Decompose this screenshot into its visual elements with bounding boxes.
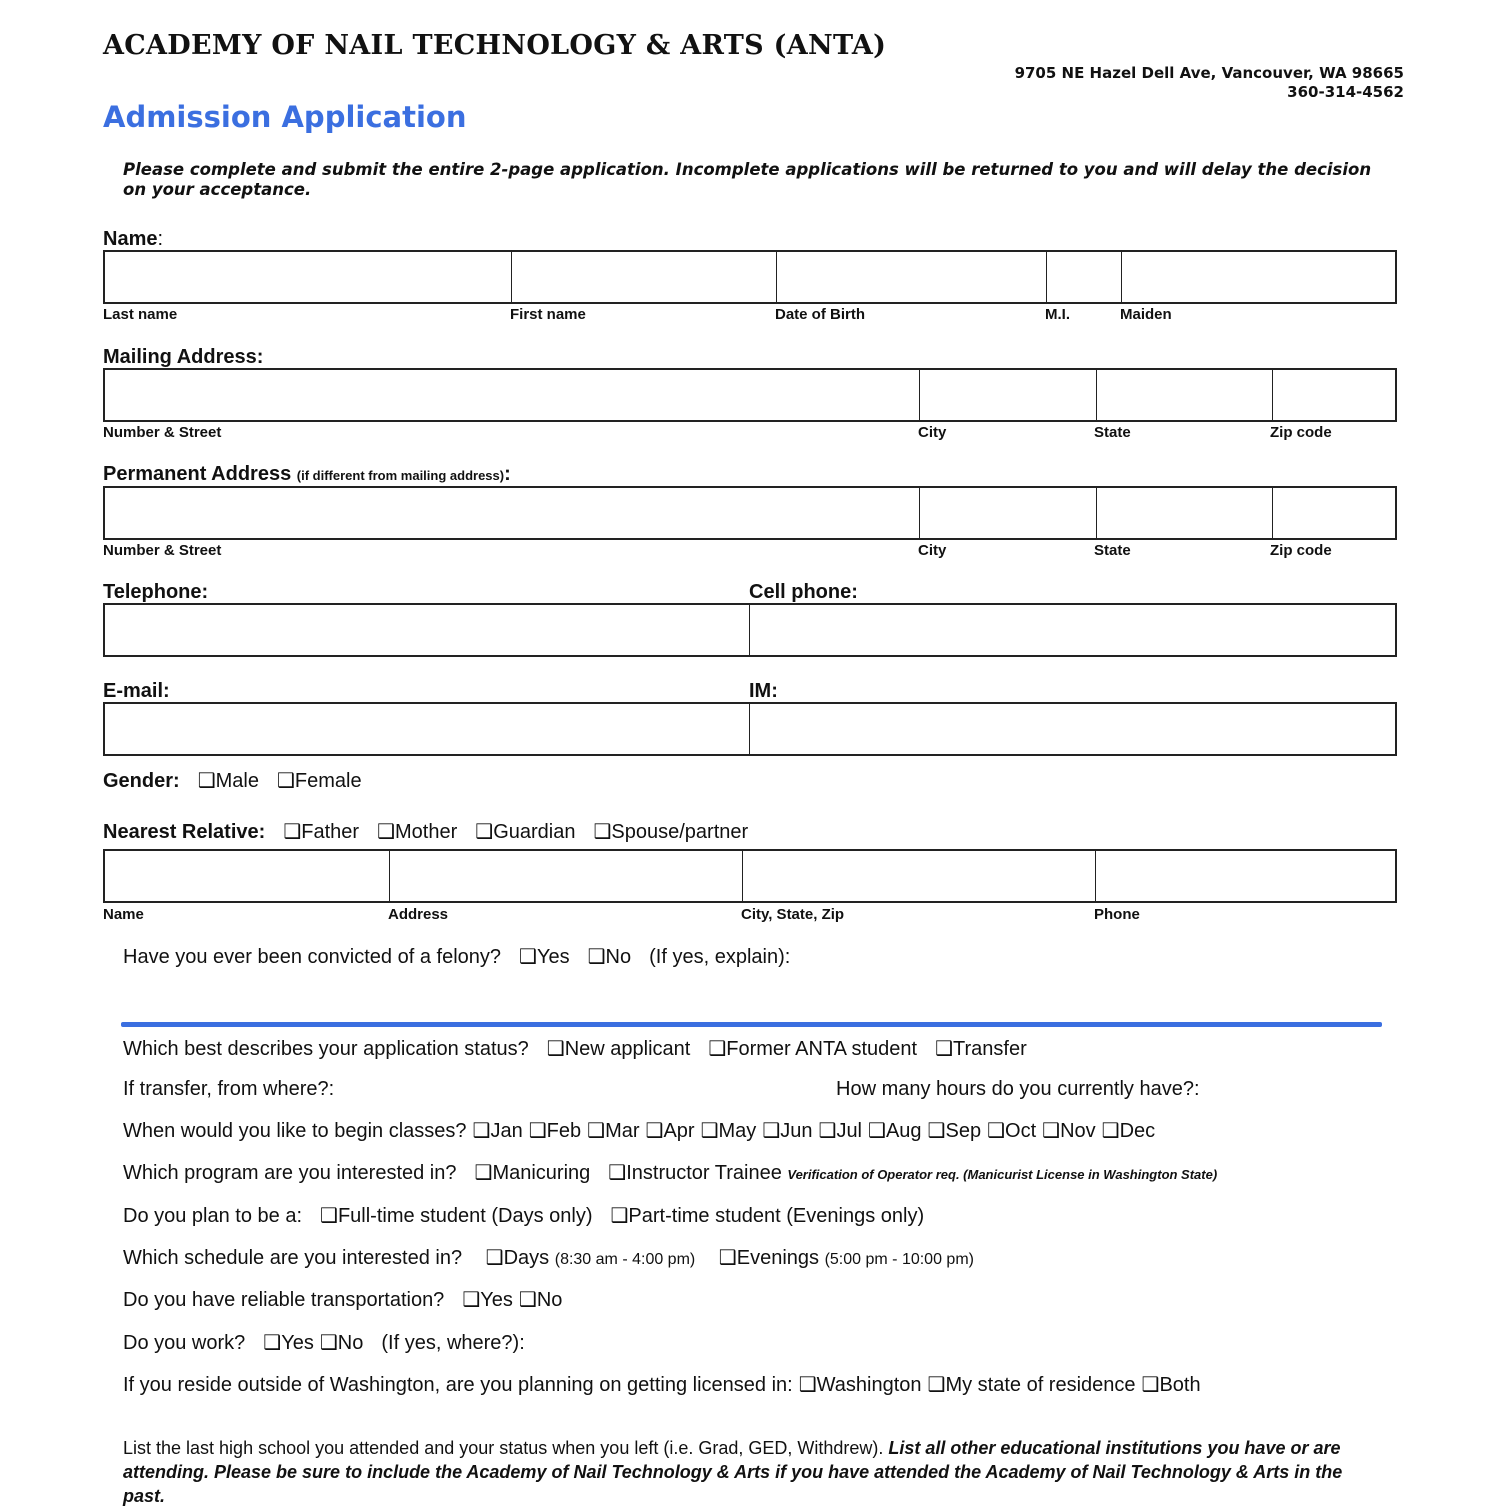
felony-question: Have you ever been convicted of a felony? xyxy=(123,946,502,968)
field-label: First name xyxy=(510,306,586,323)
month-option-nov[interactable] xyxy=(1042,1120,1096,1142)
checkbox-icon[interactable]: ❑ xyxy=(474,1162,493,1184)
option-label: Instructor Trainee xyxy=(626,1162,782,1184)
plan-row xyxy=(123,1203,924,1228)
option-label: Aug xyxy=(885,1120,922,1142)
schedule-evenings-option[interactable] xyxy=(719,1247,974,1269)
plan-option-full-time-student-days-only-[interactable] xyxy=(320,1205,592,1227)
relative-option-spouse-partner[interactable] xyxy=(593,821,748,843)
month-option-jun[interactable] xyxy=(762,1120,812,1142)
mi-field[interactable] xyxy=(1047,252,1122,302)
maiden-field[interactable] xyxy=(1122,252,1395,302)
permanent-label: Permanent Address xyxy=(103,463,292,485)
checkbox-icon[interactable]: ❑ xyxy=(708,1038,727,1060)
checkbox-icon[interactable]: ❑ xyxy=(608,1162,627,1184)
option-label: Evenings xyxy=(736,1247,820,1269)
instructions: Please complete and submit the entire 2-page application. Incomplete applications will be returned to you and will delay the decision on your acceptance. xyxy=(123,160,1372,199)
checkbox-icon[interactable]: ❑ xyxy=(610,1205,629,1227)
option-label: Jul xyxy=(836,1120,863,1142)
relative-phone-field[interactable] xyxy=(1096,851,1395,901)
month-option-sep[interactable] xyxy=(928,1120,982,1142)
checkbox-icon[interactable]: ❑ xyxy=(718,1247,737,1269)
relative-name-field[interactable] xyxy=(105,851,390,901)
relative-fields xyxy=(103,849,1397,903)
schedule-row xyxy=(123,1245,974,1270)
transport-question: Do you have reliable transportation? xyxy=(123,1289,445,1311)
relative-city-field[interactable] xyxy=(743,851,1096,901)
permanent-heading xyxy=(103,463,511,486)
option-label: May xyxy=(718,1120,757,1142)
license-question: If you reside outside of Washington, are you planning on getting licensed in: xyxy=(123,1374,793,1396)
checkbox-icon[interactable]: ❑ xyxy=(319,1332,338,1354)
option-label: No xyxy=(536,1289,563,1311)
school-address: 9705 NE Hazel Dell Ave, Vancouver, WA 98665 xyxy=(1014,64,1404,82)
gender-option-female[interactable] xyxy=(277,770,362,792)
program-note: Verification of Operator req. (Manicurist License in Washington State) xyxy=(787,1167,1218,1182)
license-option-my-state-of-residence[interactable] xyxy=(928,1374,1136,1396)
option-label: Female xyxy=(294,770,362,792)
im-field[interactable] xyxy=(750,704,1395,754)
checkbox-icon[interactable]: ❑ xyxy=(263,1332,282,1354)
school-name: ACADEMY OF NAIL TECHNOLOGY & ARTS (ANTA) xyxy=(103,30,887,61)
option-label: Washington xyxy=(816,1374,922,1396)
option-note: (5:00 pm - 10:00 pm) xyxy=(824,1251,974,1268)
option-label: Oct xyxy=(1005,1120,1037,1142)
field-label: Zip code xyxy=(1270,542,1332,559)
month-option-feb[interactable] xyxy=(529,1120,581,1142)
checkbox-icon[interactable]: ❑ xyxy=(927,1120,946,1142)
mailing-street-field[interactable] xyxy=(105,370,920,420)
option-label: Former ANTA student xyxy=(726,1038,918,1060)
field-label: State xyxy=(1094,424,1131,441)
relative-label: Nearest Relative: xyxy=(103,821,266,843)
option-label: Sep xyxy=(945,1120,982,1142)
school-contact xyxy=(1015,64,1404,102)
checkbox-icon[interactable]: ❑ xyxy=(593,821,612,843)
mailing-fields xyxy=(103,368,1397,422)
felony-explain: (If yes, explain): xyxy=(649,946,791,968)
name-heading xyxy=(103,228,163,251)
option-label: New applicant xyxy=(564,1038,691,1060)
status-option-new-applicant[interactable] xyxy=(547,1038,691,1060)
option-label: Both xyxy=(1159,1374,1201,1396)
license-option-both[interactable] xyxy=(1142,1374,1201,1396)
option-label: No xyxy=(605,946,632,968)
section-divider xyxy=(121,1022,1382,1027)
field-label: City xyxy=(918,542,947,559)
relative-row xyxy=(103,819,748,844)
permanent-colon: : xyxy=(504,463,511,485)
month-option-aug[interactable] xyxy=(868,1120,922,1142)
checkbox-icon[interactable]: ❑ xyxy=(475,821,494,843)
education-bold: List all other educational institutions you have or are attending. Please be sure to include the Academy of Nail Technology & Arts if you have attended the Academy of Nail Technology & Arts in the past. xyxy=(123,1438,1343,1506)
checkbox-icon[interactable]: ❑ xyxy=(485,1247,504,1269)
license-row xyxy=(123,1372,1201,1397)
field-label: City xyxy=(918,424,947,441)
email-label: E-mail: xyxy=(103,680,170,702)
checkbox-icon[interactable]: ❑ xyxy=(528,1120,547,1142)
dob-field[interactable] xyxy=(777,252,1047,302)
last-name-field[interactable] xyxy=(105,252,512,302)
checkbox-icon[interactable]: ❑ xyxy=(283,821,302,843)
field-label: Last name xyxy=(103,306,178,323)
transport-option-no[interactable] xyxy=(519,1289,563,1311)
school-phone: 360-314-4562 xyxy=(1287,83,1404,101)
felony-option-yes[interactable] xyxy=(519,946,570,968)
hours-question: How many hours do you currently have?: xyxy=(836,1078,1200,1100)
first-name-field[interactable] xyxy=(512,252,777,302)
gender-option-male[interactable] xyxy=(198,770,259,792)
work-question: Do you work? xyxy=(123,1332,246,1354)
relative-option-father[interactable] xyxy=(283,821,359,843)
field-label: State xyxy=(1094,542,1131,559)
option-label: My state of residence xyxy=(945,1374,1136,1396)
field-label: City, State, Zip xyxy=(741,906,845,923)
cell-field[interactable] xyxy=(750,605,1395,655)
status-row xyxy=(123,1036,1027,1061)
field-label: Maiden xyxy=(1120,306,1172,323)
checkbox-icon[interactable]: ❑ xyxy=(1141,1374,1160,1396)
option-label: Full-time student (Days only) xyxy=(337,1205,593,1227)
month-option-apr[interactable] xyxy=(646,1120,695,1142)
relative-option-guardian[interactable] xyxy=(475,821,575,843)
mailing-state-field[interactable] xyxy=(1097,370,1273,420)
field-label: Number & Street xyxy=(103,424,222,441)
option-note: (8:30 am - 4:00 pm) xyxy=(554,1251,696,1268)
gender-label: Gender: xyxy=(103,770,180,792)
option-label: Spouse/partner xyxy=(611,821,749,843)
field-label: Date of Birth xyxy=(775,306,865,323)
plan-option-part-time-student-evenings-only-[interactable] xyxy=(610,1205,924,1227)
option-label: Feb xyxy=(546,1120,582,1142)
name-fields xyxy=(103,250,1397,304)
checkbox-icon[interactable]: ❑ xyxy=(377,821,395,843)
mailing-heading: Mailing Address: xyxy=(103,346,264,368)
option-label: Yes xyxy=(480,1289,513,1311)
option-label: Mother xyxy=(395,821,458,843)
telephone-field[interactable] xyxy=(105,605,750,655)
option-label: Jun xyxy=(780,1120,813,1142)
option-label: Yes xyxy=(536,946,570,968)
plan-question: Do you plan to be a: xyxy=(123,1205,303,1227)
begin-question: When would you like to begin classes? xyxy=(123,1120,467,1142)
checkbox-icon[interactable]: ❑ xyxy=(762,1120,781,1142)
program-option-manicuring[interactable] xyxy=(475,1162,591,1184)
work-where: (If yes, where?): xyxy=(381,1332,525,1354)
work-option-no[interactable] xyxy=(320,1332,364,1354)
checkbox-icon[interactable]: ❑ xyxy=(987,1120,1006,1142)
relative-option-mother[interactable] xyxy=(377,821,457,843)
field-label: Number & Street xyxy=(103,542,222,559)
month-option-mar[interactable] xyxy=(587,1120,639,1142)
schedule-days-option[interactable] xyxy=(486,1247,696,1269)
checkbox-icon[interactable]: ❑ xyxy=(197,770,216,792)
month-option-jan[interactable] xyxy=(473,1120,523,1142)
name-label: Name xyxy=(103,228,158,250)
option-label: Transfer xyxy=(953,1038,1027,1060)
education-instructions xyxy=(123,1436,1363,1508)
option-label: No xyxy=(337,1332,364,1354)
gender-row xyxy=(103,768,362,793)
email-field[interactable] xyxy=(105,704,750,754)
telephone-label: Telephone: xyxy=(103,581,209,603)
checkbox-icon[interactable]: ❑ xyxy=(927,1374,946,1396)
field-label: Address xyxy=(388,906,449,923)
cell-label: Cell phone: xyxy=(749,581,858,603)
checkbox-icon[interactable]: ❑ xyxy=(1042,1120,1061,1142)
felony-option-no[interactable] xyxy=(588,946,632,968)
checkbox-icon[interactable]: ❑ xyxy=(518,1289,537,1311)
field-label: Zip code xyxy=(1270,424,1332,441)
option-label: Apr xyxy=(663,1120,695,1142)
program-option-instructor-trainee[interactable] xyxy=(608,1162,782,1184)
transport-row xyxy=(123,1287,562,1312)
permanent-note: (if different from mailing address) xyxy=(296,468,505,483)
checkbox-icon[interactable]: ❑ xyxy=(868,1120,886,1142)
checkbox-icon[interactable]: ❑ xyxy=(519,946,537,968)
permanent-state-field[interactable] xyxy=(1097,488,1273,538)
permanent-fields xyxy=(103,486,1397,540)
checkbox-icon[interactable]: ❑ xyxy=(700,1120,719,1142)
education-plain: List the last high school you attended and your status when you left (i.e. Grad, GED, Withdrew). xyxy=(123,1438,884,1458)
program-question: Which program are you interested in? xyxy=(123,1162,457,1184)
checkbox-icon[interactable]: ❑ xyxy=(462,1289,481,1311)
im-label: IM: xyxy=(749,680,778,702)
checkbox-icon[interactable]: ❑ xyxy=(320,1205,338,1227)
schedule-question: Which schedule are you interested in? xyxy=(123,1247,463,1269)
option-label: Nov xyxy=(1060,1120,1096,1142)
month-option-may[interactable] xyxy=(701,1120,757,1142)
checkbox-icon[interactable]: ❑ xyxy=(587,1120,606,1142)
license-option-washington[interactable] xyxy=(799,1374,922,1396)
month-option-oct[interactable] xyxy=(987,1120,1036,1142)
month-option-dec[interactable] xyxy=(1102,1120,1156,1142)
month-option-jul[interactable] xyxy=(819,1120,863,1142)
field-label: Name xyxy=(103,906,144,923)
option-label: Days xyxy=(503,1247,550,1269)
checkbox-icon[interactable]: ❑ xyxy=(935,1038,954,1060)
checkbox-icon[interactable]: ❑ xyxy=(587,946,606,968)
status-option-former-anta-student[interactable] xyxy=(708,1038,917,1060)
checkbox-icon[interactable]: ❑ xyxy=(472,1120,491,1142)
checkbox-icon[interactable]: ❑ xyxy=(276,770,295,792)
felony-row xyxy=(123,944,790,969)
option-label: Dec xyxy=(1119,1120,1156,1142)
option-label: Yes xyxy=(281,1332,314,1354)
relative-address-field[interactable] xyxy=(390,851,743,901)
status-option-transfer[interactable] xyxy=(935,1038,1027,1060)
checkbox-icon[interactable]: ❑ xyxy=(645,1120,664,1142)
program-row xyxy=(123,1160,1217,1185)
field-label: M.I. xyxy=(1045,306,1070,323)
transfer-question: If transfer, from where?: xyxy=(123,1078,335,1100)
begin-row xyxy=(123,1118,1155,1143)
checkbox-icon[interactable]: ❑ xyxy=(546,1038,565,1060)
checkbox-icon[interactable]: ❑ xyxy=(818,1120,837,1142)
option-label: Guardian xyxy=(493,821,576,843)
option-label: Male xyxy=(215,770,259,792)
checkbox-icon[interactable]: ❑ xyxy=(798,1374,817,1396)
status-question: Which best describes your application status? xyxy=(123,1038,529,1060)
page-title: Admission Application xyxy=(103,100,467,134)
mailing-city-field[interactable] xyxy=(920,370,1097,420)
permanent-city-field[interactable] xyxy=(920,488,1097,538)
mailing-zip-field[interactable] xyxy=(1273,370,1395,420)
option-label: Part-time student (Evenings only) xyxy=(628,1205,925,1227)
permanent-street-field[interactable] xyxy=(105,488,920,538)
option-label: Mar xyxy=(605,1120,640,1142)
name-colon: : xyxy=(157,228,164,250)
work-row xyxy=(123,1330,525,1355)
option-label: Manicuring xyxy=(492,1162,591,1184)
option-label: Father xyxy=(301,821,360,843)
option-label: Jan xyxy=(490,1120,523,1142)
transport-option-yes[interactable] xyxy=(462,1289,513,1311)
permanent-zip-field[interactable] xyxy=(1273,488,1395,538)
phone-fields xyxy=(103,603,1397,657)
work-option-yes[interactable] xyxy=(263,1332,314,1354)
checkbox-icon[interactable]: ❑ xyxy=(1101,1120,1120,1142)
field-label: Phone xyxy=(1094,906,1140,923)
email-fields xyxy=(103,702,1397,756)
